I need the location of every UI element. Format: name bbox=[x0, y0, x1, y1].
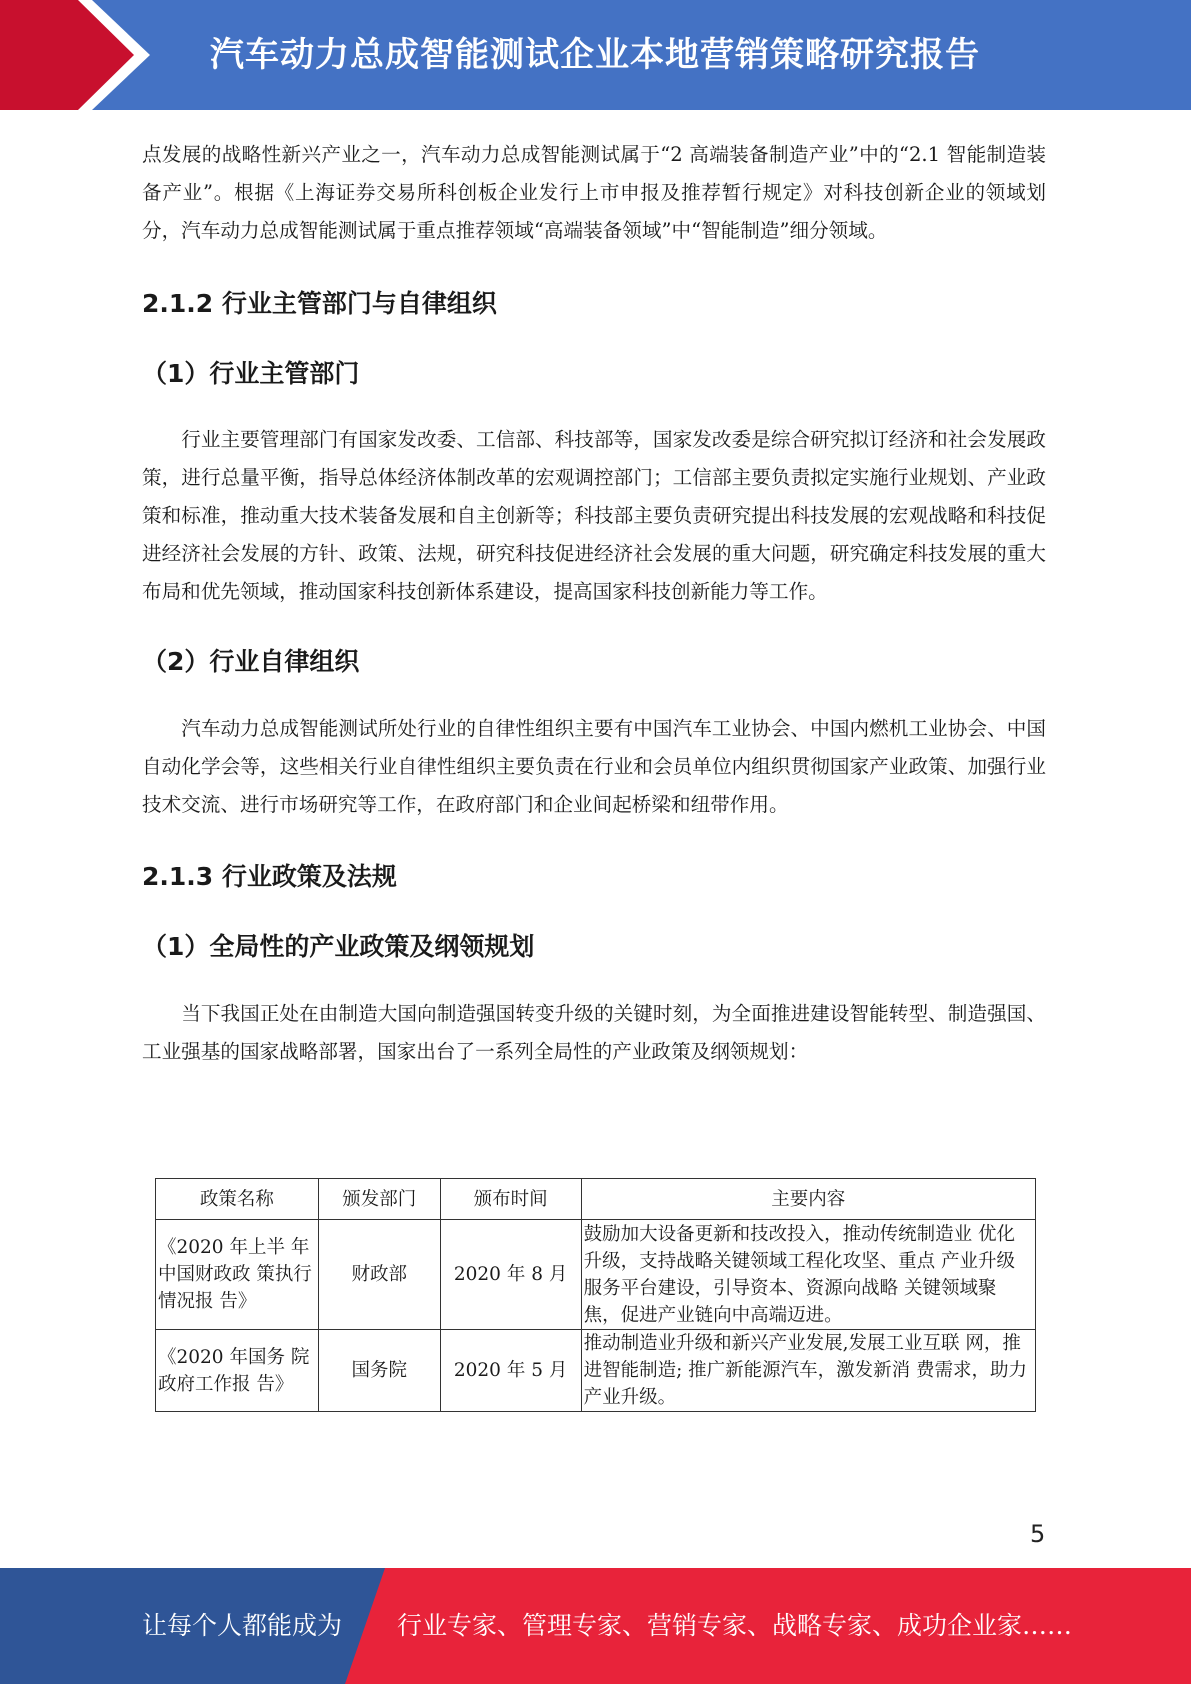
report-title: 汽车动力总成智能测试企业本地营销策略研究报告 bbox=[210, 35, 980, 75]
document-body bbox=[142, 136, 1046, 1071]
footer-slogan-right: 行业专家、管理专家、营销专家、战略专家、成功企业家…… bbox=[397, 1611, 1073, 1640]
header-department: 颁发部门 bbox=[318, 1179, 440, 1220]
cell-content: 鼓励加大设备更新和技改投入，推动传统制造业 优化升级，支持战略关键领域工程化攻坚、重点 产业升级服务平台建设，引导资本、资源向战略 关键领域聚焦，促进产业链向中高端迈进。 bbox=[581, 1220, 1035, 1330]
cell-policy-name: 《2020 年国务 院政府工作报 告》 bbox=[156, 1330, 319, 1412]
header-arrow-decoration bbox=[0, 0, 150, 110]
table-row bbox=[156, 1220, 1036, 1330]
page-number: 5 bbox=[1030, 1520, 1046, 1548]
header-policy-name: 政策名称 bbox=[156, 1179, 319, 1220]
header-date: 颁布时间 bbox=[440, 1179, 581, 1220]
policy-table bbox=[155, 1178, 1036, 1412]
cell-date: 2020 年 8 月 bbox=[440, 1220, 581, 1330]
cell-policy-name: 《2020 年上半 年中国财政政 策执行情况报 告》 bbox=[156, 1220, 319, 1330]
table-header-row bbox=[156, 1179, 1036, 1220]
footer-slogan-left: 让每个人都能成为 bbox=[142, 1611, 343, 1640]
cell-department: 国务院 bbox=[318, 1330, 440, 1412]
policies-paragraph: 当下我国正处在由制造大国向制造强国转变升级的关键时刻，为全面推进建设智能转型、制造强国、工业强基的国家战略部署，国家出台了一系列全局性的产业政策及纲领规划： bbox=[142, 1002, 1046, 1063]
subsection-heading-authorities: （1）行业主管部门 bbox=[142, 359, 360, 388]
self-regulation-paragraph: 汽车动力总成智能测试所处行业的自律性组织主要有中国汽车工业协会、中国内燃机工业协会、中国自动化学会等，这些相关行业自律性组织主要负责在行业和会员单位内组织贯彻国家产业政策、加强行业技术交流、进行市场研究等工作，在政府部门和企业间起桥梁和纽带作用。 bbox=[142, 717, 1046, 816]
subsection-heading-self-regulation: （2）行业自律组织 bbox=[142, 647, 360, 676]
authorities-paragraph: 行业主要管理部门有国家发改委、工信部、科技部等，国家发改委是综合研究拟订经济和社会发展政策，进行总量平衡，指导总体经济体制改革的宏观调控部门；工信部主要负责拟定实施行业规划、产业政策和标准，推动重大技术装备发展和自主创新等；科技部主要负责研究提出科技发展的宏观战略和科技促进经济社会发展的方针、政策、法规，研究科技促进经济社会发展的重大问题，研究确定科技发展的重大布局和优先领域，推动国家科技创新体系建设，提高国家科技创新能力等工作。 bbox=[142, 428, 1046, 603]
header-content: 主要内容 bbox=[581, 1179, 1035, 1220]
subsection-heading-policies: （1）全局性的产业政策及纲领规划 bbox=[142, 932, 535, 961]
page-header bbox=[0, 0, 1191, 110]
cell-content: 推动制造业升级和新兴产业发展,发展工业互联 网，推进智能制造; 推广新能源汽车，激发新消 费需求，助力产业升级。 bbox=[581, 1330, 1035, 1412]
cell-department: 财政部 bbox=[318, 1220, 440, 1330]
section-heading-2-1-2: 2.1.2 行业主管部门与自律组织 bbox=[142, 289, 497, 318]
page-footer bbox=[0, 1568, 1191, 1684]
intro-paragraph: 点发展的战略性新兴产业之一，汽车动力总成智能测试属于“2 高端装备制造产业”中的“2.1 智能制造装备产业”。根据《上海证券交易所科创板企业发行上市申报及推荐暂行规定》对科技创新企业的领域划分，汽车动力总成智能测试属于重点推荐领域“高端装备领域”中“智能制造”细分领域。 bbox=[142, 143, 1046, 242]
table-row bbox=[156, 1330, 1036, 1412]
cell-date: 2020 年 5 月 bbox=[440, 1330, 581, 1412]
section-heading-2-1-3: 2.1.3 行业政策及法规 bbox=[142, 862, 397, 891]
